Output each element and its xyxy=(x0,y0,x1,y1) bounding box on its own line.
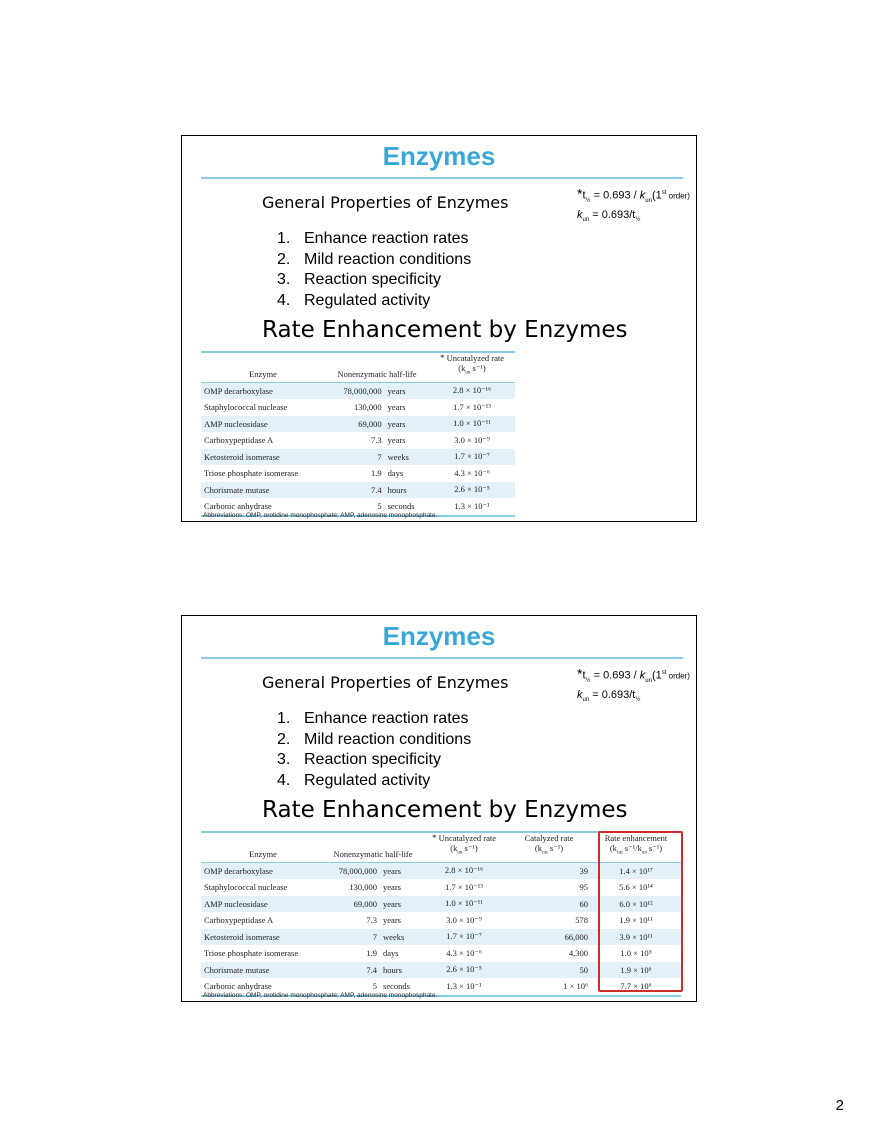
table-row xyxy=(201,929,681,946)
cell-enzyme: Chorismate mutase xyxy=(201,482,325,499)
page-number: 2 xyxy=(835,1097,844,1114)
cell-catalyzed-rate: 1 × 10⁶ xyxy=(507,978,591,996)
cell-catalyzed-rate: 50 xyxy=(507,962,591,979)
rate-heading: Rate Enhancement by Enzymes xyxy=(262,317,628,343)
title-underline xyxy=(201,177,683,179)
cell-halflife-unit: years xyxy=(385,382,429,399)
cell-enzyme: AMP nucleosidase xyxy=(201,416,325,433)
cell-uncatalyzed-rate: 4.3 × 10⁻⁶ xyxy=(454,467,490,478)
table-row xyxy=(201,449,515,466)
cell-halflife-unit: years xyxy=(387,402,406,413)
cell-halflife-unit: days xyxy=(383,948,399,959)
cell-halflife-value: 5 xyxy=(325,978,380,996)
enzyme-table-full xyxy=(201,831,681,997)
cell-catalyzed-rate: 39 xyxy=(507,862,591,879)
cell-uncatalyzed-rate: 2.8 × 10⁻¹⁶ xyxy=(429,382,515,399)
table-row xyxy=(201,482,515,499)
cell-enzyme: Ketosteroid isomerase xyxy=(201,449,325,466)
properties-list xyxy=(277,229,471,312)
cell-catalyzed-rate: 66,000 xyxy=(507,929,591,946)
enzyme-table xyxy=(201,351,515,517)
cell-enzyme: OMP decarboxylase xyxy=(201,382,325,399)
cell-uncatalyzed-rate: 1.7 × 10⁻⁷ xyxy=(429,449,515,466)
cell-catalyzed-rate: 95 xyxy=(579,882,588,893)
col-header-enhancement: Rate enhancement ($k_{cat}$ $s^{-1}/k_{un}$ s⁻¹) xyxy=(591,832,681,862)
cell-halflife-value: 7.4 xyxy=(325,482,385,499)
cell-enzyme: Triose phosphate isomerase xyxy=(204,948,299,959)
list-item: 3. Reaction specificity xyxy=(277,271,441,289)
cell-rate-enhancement: 5.6 × 10¹⁴ xyxy=(619,882,653,893)
cell-enzyme: Carbonic anhydrase xyxy=(201,978,325,996)
cell-uncatalyzed-rate: 3.0 × 10⁻⁹ xyxy=(446,914,482,925)
cell-rate-enhancement: 7.7 × 10⁶ xyxy=(591,978,681,996)
cell-halflife-value: 7 xyxy=(325,929,380,946)
cell-halflife-unit: years xyxy=(383,915,401,926)
cell-halflife-unit: hours xyxy=(385,482,429,499)
cell-halflife-unit: weeks xyxy=(380,929,421,946)
cell-enzyme: Triose phosphate isomerase xyxy=(204,468,299,479)
table-row xyxy=(201,862,681,879)
cell-halflife-value: 78,000,000 xyxy=(325,382,385,399)
cell-uncatalyzed-rate: 1.7 × 10⁻¹³ xyxy=(445,881,483,892)
cell-rate-enhancement: 3.9 × 10¹¹ xyxy=(591,929,681,946)
cell-catalyzed-rate: 578 xyxy=(575,915,588,926)
table-row xyxy=(201,416,515,433)
cell-uncatalyzed-rate: 3.0 × 10⁻⁹ xyxy=(454,434,490,445)
cell-rate-enhancement: 6.0 × 10¹² xyxy=(591,896,681,913)
table-row xyxy=(201,896,681,913)
slide-2 xyxy=(181,615,697,1002)
cell-catalyzed-rate: 4,300 xyxy=(568,948,588,959)
list-item: 3. Reaction specificity xyxy=(277,751,441,769)
cell-uncatalyzed-rate: 1.3 × 10⁻¹ xyxy=(421,978,507,996)
half-life-note xyxy=(577,186,690,227)
slide-title: Enzymes xyxy=(382,621,496,651)
cell-halflife-value: 7.3 xyxy=(366,915,378,926)
col-header-enzyme: Enzyme xyxy=(201,832,325,862)
cell-uncatalyzed-rate: 2.6 × 10⁻⁵ xyxy=(429,482,515,499)
cell-halflife-value: 130,000 xyxy=(349,882,378,893)
cell-enzyme: Staphylococcal nuclease xyxy=(204,882,288,893)
cell-halflife-value: 5 xyxy=(325,498,385,516)
col-header-catalyzed: Catalyzed rate ($k_{cat}$ s⁻¹) xyxy=(507,832,591,862)
cell-uncatalyzed-rate: 1.7 × 10⁻¹³ xyxy=(453,401,491,412)
cell-halflife-unit: days xyxy=(387,468,404,479)
cell-uncatalyzed-rate: 1.0 × 10⁻¹¹ xyxy=(421,896,507,913)
cell-halflife-value: 78,000,000 xyxy=(325,862,380,879)
cell-halflife-unit: weeks xyxy=(385,449,429,466)
table-row xyxy=(201,945,681,962)
cell-halflife-value: 7.4 xyxy=(325,962,380,979)
cell-uncatalyzed-rate: 4.3 × 10⁻⁶ xyxy=(446,947,482,958)
cell-enzyme: Chorismate mutase xyxy=(201,962,325,979)
table-row xyxy=(201,962,681,979)
abbreviations-note: Abbreviations: OMP, orotidine monophosphate; AMP, adenosine monophosphate. xyxy=(203,512,438,519)
rate-heading: Rate Enhancement by Enzymes xyxy=(262,797,628,823)
half-life-note-line1: $*t_{\frac{1}{2}} = 0.693 / k_{un}(1st$ order) xyxy=(577,665,690,684)
list-item: 2. Mild reaction conditions xyxy=(277,250,472,268)
cell-uncatalyzed-rate: 1.7 × 10⁻⁷ xyxy=(421,929,507,946)
cell-rate-enhancement: 1.0 × 10⁹ xyxy=(620,948,652,959)
list-item: 1. Enhance reaction rates xyxy=(277,230,469,247)
half-life-note-line2: $k_{un} = 0.693/t_{\frac{1}{2}}$ xyxy=(577,208,641,224)
cell-halflife-value: 1.9 xyxy=(370,468,382,479)
cell-enzyme: Ketosteroid isomerase xyxy=(201,929,325,946)
cell-rate-enhancement: 1.9 × 10¹¹ xyxy=(619,915,653,926)
cell-rate-enhancement: 1.9 × 10⁶ xyxy=(591,962,681,979)
cell-enzyme: OMP decarboxylase xyxy=(201,862,325,879)
table-row xyxy=(201,382,515,399)
cell-uncatalyzed-rate: 2.6 × 10⁻⁵ xyxy=(421,962,507,979)
table-row xyxy=(201,465,515,482)
table-row xyxy=(201,399,515,416)
cell-uncatalyzed-rate: 1.3 × 10⁻¹ xyxy=(429,498,515,516)
table-row xyxy=(201,912,681,929)
col-header-uncatalyzed: * Uncatalyzed rate ($k_{un}$ s⁻¹) xyxy=(421,832,507,862)
cell-uncatalyzed-rate: 2.8 × 10⁻¹⁶ xyxy=(421,862,507,879)
table-row xyxy=(201,879,681,896)
col-header-uncatalyzed: * Uncatalyzed rate ($k_{un}$ s⁻¹) xyxy=(429,352,515,382)
cell-halflife-unit: years xyxy=(380,862,421,879)
cell-halflife-unit: seconds xyxy=(380,978,421,996)
cell-halflife-unit: years xyxy=(380,896,421,913)
col-header-halflife: Nonenzymatic half-life xyxy=(325,352,429,382)
list-item: 1. Enhance reaction rates xyxy=(277,710,469,727)
cell-enzyme: Carbonic anhydrase xyxy=(201,498,325,516)
slide-1 xyxy=(181,135,697,522)
cell-halflife-unit: seconds xyxy=(385,498,429,516)
list-item: 4. Regulated activity xyxy=(277,292,431,310)
cell-catalyzed-rate: 60 xyxy=(507,896,591,913)
cell-halflife-value: 1.9 xyxy=(366,948,378,959)
cell-uncatalyzed-rate: 1.0 × 10⁻¹¹ xyxy=(429,416,515,433)
half-life-note xyxy=(577,666,690,707)
cell-enzyme: Carboxypeptidase A xyxy=(204,915,274,926)
cell-enzyme: Staphylococcal nuclease xyxy=(204,402,288,413)
cell-halflife-unit: years xyxy=(385,416,429,433)
half-life-note-line1: $*t_{\frac{1}{2}} = 0.693 / k_{un}(1st$ order) xyxy=(577,185,690,204)
cell-enzyme: Carboxypeptidase A xyxy=(204,435,274,446)
cell-halflife-unit: years xyxy=(387,435,406,446)
cell-enzyme: AMP nucleosidase xyxy=(201,896,325,913)
cell-halflife-value: 7.3 xyxy=(370,435,382,446)
list-item: 2. Mild reaction conditions xyxy=(277,730,472,748)
title-underline xyxy=(201,657,683,659)
cell-halflife-value: 69,000 xyxy=(325,416,385,433)
slide-subtitle: General Properties of Enzymes xyxy=(262,193,509,212)
col-header-halflife: Nonenzymatic half-life xyxy=(325,832,421,862)
abbreviations-note: Abbreviations: OMP, orotidine monophosphate; AMP, adenosine monophosphate. xyxy=(203,992,438,999)
cell-halflife-unit: hours xyxy=(380,962,421,979)
properties-list xyxy=(277,709,471,792)
cell-halflife-value: 7 xyxy=(325,449,385,466)
slide-subtitle: General Properties of Enzymes xyxy=(262,673,509,692)
col-header-enzyme: Enzyme xyxy=(201,352,325,382)
cell-halflife-value: 130,000 xyxy=(353,402,382,413)
cell-halflife-unit: years xyxy=(383,882,401,893)
cell-halflife-value: 69,000 xyxy=(325,896,380,913)
half-life-note-line2: $k_{un} = 0.693/t_{\frac{1}{2}}$ xyxy=(577,688,641,704)
slide-title: Enzymes xyxy=(382,141,496,171)
table-row xyxy=(201,432,515,449)
cell-rate-enhancement: 1.4 × 10¹⁷ xyxy=(591,862,681,879)
list-item: 4. Regulated activity xyxy=(277,772,431,790)
